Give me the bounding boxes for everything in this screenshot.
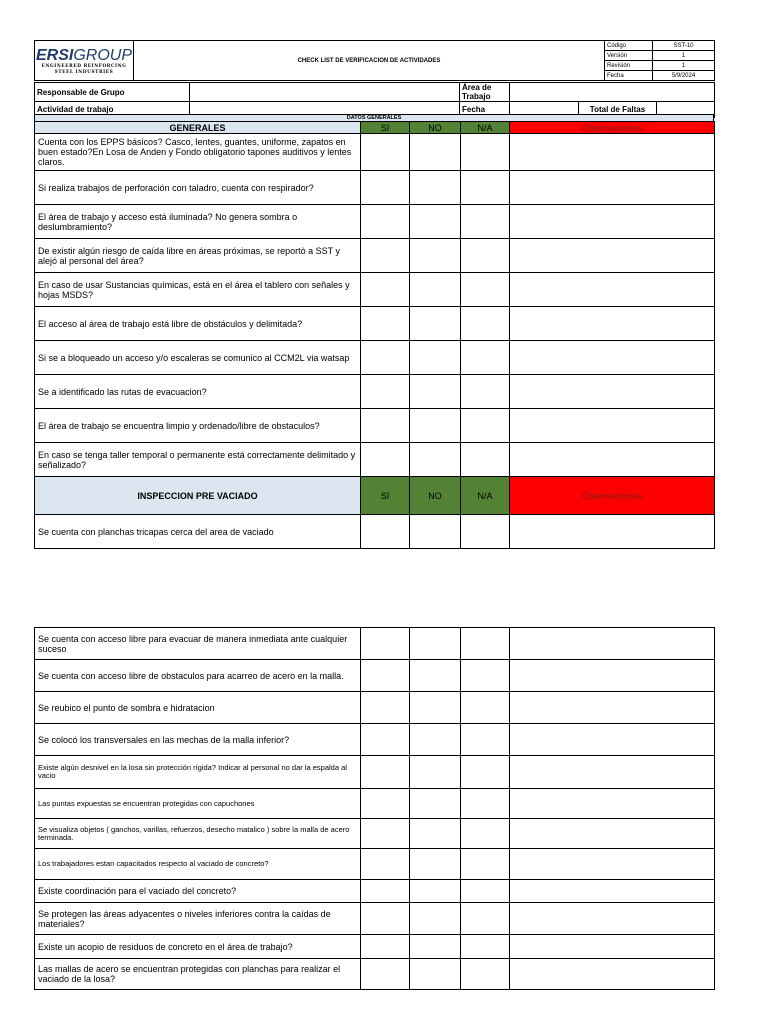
document-title: CHECK LIST DE VERIFICACION DE ACTIVIDADES <box>134 41 605 81</box>
si-cell[interactable] <box>361 959 410 990</box>
checklist-row <box>35 819 715 849</box>
observaciones-cell[interactable] <box>510 341 715 375</box>
si-cell[interactable] <box>361 660 410 692</box>
checklist-question: Se cuenta con planchas tricapas cerca del area de vaciado <box>35 515 361 549</box>
observaciones-cell[interactable] <box>510 375 715 409</box>
checklist-question: El acceso al área de trabajo está libre de obstáculos y delimitada? <box>35 307 361 341</box>
si-cell[interactable] <box>361 307 410 341</box>
checklist-row <box>35 134 715 171</box>
na-cell[interactable] <box>461 789 510 819</box>
checklist-row <box>35 628 715 660</box>
na-cell[interactable] <box>461 341 510 375</box>
checklist-question: El área de trabajo se encuentra limpio y ordenado/libre de obstaculos? <box>35 409 361 443</box>
si-cell[interactable] <box>361 341 410 375</box>
col-si: SI <box>361 477 410 515</box>
checklist-question: Se cuenta con acceso libre para evacuar de manera inmediata ante cualquier suceso <box>35 628 361 660</box>
no-cell[interactable] <box>410 409 461 443</box>
si-cell[interactable] <box>361 628 410 660</box>
observaciones-cell[interactable] <box>510 789 715 819</box>
na-cell[interactable] <box>461 903 510 935</box>
si-cell[interactable] <box>361 273 410 307</box>
no-cell[interactable] <box>410 959 461 990</box>
si-cell[interactable] <box>361 903 410 935</box>
na-cell[interactable] <box>461 628 510 660</box>
no-cell[interactable] <box>410 171 461 205</box>
checklist-question: De existir algún riesgo de caída libre en áreas próximas, se reportò a SST y alejó al personal del área? <box>35 239 361 273</box>
observaciones-cell[interactable] <box>510 205 715 239</box>
checklist-question: Los trabajadores estan capacitados respecto al vaciado de concreto? <box>35 849 361 880</box>
info-table <box>34 82 715 118</box>
observaciones-cell[interactable] <box>510 171 715 205</box>
na-cell[interactable] <box>461 205 510 239</box>
checklist-row <box>35 724 715 756</box>
observaciones-cell[interactable] <box>510 959 715 990</box>
checklist-page-1 <box>34 121 715 549</box>
meta-value: 1 <box>653 61 715 71</box>
no-cell[interactable] <box>410 660 461 692</box>
no-cell[interactable] <box>410 307 461 341</box>
observaciones-cell[interactable] <box>510 134 715 171</box>
generales-heading: GENERALES <box>35 122 361 134</box>
si-cell[interactable] <box>361 375 410 409</box>
si-cell[interactable] <box>361 789 410 819</box>
checklist-row <box>35 409 715 443</box>
fecha-label: Fecha <box>460 102 510 118</box>
si-cell[interactable] <box>361 724 410 756</box>
meta-label: Código <box>605 41 653 51</box>
checklist-question: Si realiza trabajos de perforación con taladro, cuenta con respirador? <box>35 171 361 205</box>
na-cell[interactable] <box>461 959 510 990</box>
no-cell[interactable] <box>410 375 461 409</box>
document-header <box>34 40 715 81</box>
na-cell[interactable] <box>461 849 510 880</box>
no-cell[interactable] <box>410 789 461 819</box>
si-cell[interactable] <box>361 443 410 477</box>
responsable-label: Responsable de Grupo <box>35 83 190 102</box>
checklist-question: En caso de usar Sustancias químicas, está en el área el tablero con señales y hojas MSDS? <box>35 273 361 307</box>
na-cell[interactable] <box>461 239 510 273</box>
no-cell[interactable] <box>410 903 461 935</box>
observaciones-cell[interactable] <box>510 903 715 935</box>
si-cell[interactable] <box>361 819 410 849</box>
col-no: NO <box>410 122 461 134</box>
no-cell[interactable] <box>410 692 461 724</box>
na-cell[interactable] <box>461 935 510 959</box>
si-cell[interactable] <box>361 692 410 724</box>
si-cell[interactable] <box>361 935 410 959</box>
checklist-question: El área de trabajo y acceso está iluminada? No genera sombra o deslumbramiento? <box>35 205 361 239</box>
no-cell[interactable] <box>410 341 461 375</box>
responsable-field[interactable] <box>190 83 460 102</box>
checklist-row <box>35 171 715 205</box>
checklist-row <box>35 515 715 549</box>
col-observaciones: Observaciones <box>510 122 715 134</box>
checklist-row <box>35 880 715 903</box>
na-cell[interactable] <box>461 660 510 692</box>
col-na: N/A <box>461 122 510 134</box>
checklist-row <box>35 903 715 935</box>
observaciones-cell[interactable] <box>510 756 715 789</box>
na-cell[interactable] <box>461 273 510 307</box>
na-cell[interactable] <box>461 819 510 849</box>
checklist-row <box>35 341 715 375</box>
si-cell[interactable] <box>361 134 410 171</box>
si-cell[interactable] <box>361 205 410 239</box>
meta-label: Versión <box>605 51 653 61</box>
checklist-question: Cuenta con los EPPS básicos? Casco, lentes, guantes, uniforme, zapatos en buen estado?En Losa de Anden y Fondo obligatorio tapones auditivos y lentes claros. <box>35 134 361 171</box>
no-cell[interactable] <box>410 239 461 273</box>
observaciones-cell[interactable] <box>510 692 715 724</box>
checklist-question: Existe un acopio de residuos de concreto en el área de trabajo? <box>35 935 361 959</box>
checklist-question: Las puntas expuestas se encuentran protegidas con capuchones <box>35 789 361 819</box>
observaciones-cell[interactable] <box>510 880 715 903</box>
no-cell[interactable] <box>410 756 461 789</box>
no-cell[interactable] <box>410 880 461 903</box>
si-cell[interactable] <box>361 756 410 789</box>
si-cell[interactable] <box>361 171 410 205</box>
checklist-page-2 <box>34 627 715 990</box>
checklist-row <box>35 789 715 819</box>
observaciones-cell[interactable] <box>510 273 715 307</box>
checklist-question: Se colocó los transversales en las mechas de la malla inferior? <box>35 724 361 756</box>
na-cell[interactable] <box>461 756 510 789</box>
no-cell[interactable] <box>410 273 461 307</box>
area-field[interactable] <box>510 83 715 102</box>
observaciones-cell[interactable] <box>510 660 715 692</box>
col-si: SI <box>361 122 410 134</box>
checklist-row <box>35 692 715 724</box>
meta-value: SST-10 <box>653 41 715 51</box>
no-cell[interactable] <box>410 515 461 549</box>
checklist-question: Se protegen las áreas adyacentes o niveles inferiores contra la caídas de materiales? <box>35 903 361 935</box>
checklist-row <box>35 756 715 789</box>
col-na: N/A <box>461 477 510 515</box>
observaciones-cell[interactable] <box>510 724 715 756</box>
total-faltas-label: Total de Faltas <box>579 102 657 118</box>
na-cell[interactable] <box>461 409 510 443</box>
checklist-row <box>35 959 715 990</box>
no-cell[interactable] <box>410 443 461 477</box>
si-cell[interactable] <box>361 515 410 549</box>
no-cell[interactable] <box>410 724 461 756</box>
checklist-question: En caso se tenga taller temporal o permanente está correctamente delimitado y señalizado? <box>35 443 361 477</box>
meta-value: 5/9/2024 <box>653 71 715 81</box>
checklist-question: Se visualiza objetos ( ganchos, varillas, refuerzos, desecho matalico ) sobre la malla de acero terminada. <box>35 819 361 849</box>
observaciones-cell[interactable] <box>510 239 715 273</box>
datos-generales-heading: DATOS GENERALES <box>34 114 714 121</box>
checklist-row <box>35 443 715 477</box>
na-cell[interactable] <box>461 375 510 409</box>
observaciones-cell[interactable] <box>510 515 715 549</box>
checklist-row <box>35 273 715 307</box>
no-cell[interactable] <box>410 205 461 239</box>
na-cell[interactable] <box>461 171 510 205</box>
observaciones-cell[interactable] <box>510 409 715 443</box>
na-cell[interactable] <box>461 515 510 549</box>
col-no: NO <box>410 477 461 515</box>
si-cell[interactable] <box>361 880 410 903</box>
meta-label: Revisión <box>605 61 653 71</box>
checklist-question: Se a identificado las rutas de evacuacion? <box>35 375 361 409</box>
si-cell[interactable] <box>361 849 410 880</box>
checklist-row <box>35 375 715 409</box>
na-cell[interactable] <box>461 724 510 756</box>
observaciones-cell[interactable] <box>510 849 715 880</box>
checklist-row <box>35 849 715 880</box>
checklist-question: Si se a bloqueado un acceso y/o escaleras se comunico al CCM2L via watsap <box>35 341 361 375</box>
checklist-row <box>35 660 715 692</box>
checklist-row <box>35 935 715 959</box>
na-cell[interactable] <box>461 443 510 477</box>
no-cell[interactable] <box>410 628 461 660</box>
checklist-question: Existe algún desnivel en la losa sin protección rígida? Indicar al personal no dar la espalda al vacio <box>35 756 361 789</box>
na-cell[interactable] <box>461 692 510 724</box>
observaciones-cell[interactable] <box>510 819 715 849</box>
no-cell[interactable] <box>410 134 461 171</box>
checklist-question: Se reubico el punto de sombra e hidratacion <box>35 692 361 724</box>
checklist-question: Existe coordinación para el vaciado del concreto? <box>35 880 361 903</box>
observaciones-cell[interactable] <box>510 307 715 341</box>
area-label: Área de Trabajo <box>460 83 510 102</box>
checklist-question: Las mallas de acero se encuentran protegidas con planchas para realizar el vaciado de la losa? <box>35 959 361 990</box>
na-cell[interactable] <box>461 134 510 171</box>
si-cell[interactable] <box>361 409 410 443</box>
na-cell[interactable] <box>461 880 510 903</box>
checklist-row <box>35 239 715 273</box>
no-cell[interactable] <box>410 849 461 880</box>
na-cell[interactable] <box>461 307 510 341</box>
pre-vaciado-heading: INSPECCION PRE VACIADO <box>35 477 361 515</box>
si-cell[interactable] <box>361 239 410 273</box>
meta-value: 1 <box>653 51 715 61</box>
checklist-row <box>35 205 715 239</box>
observaciones-cell[interactable] <box>510 443 715 477</box>
no-cell[interactable] <box>410 819 461 849</box>
meta-label: Fecha <box>605 71 653 81</box>
col-observaciones: Observaciones <box>510 477 715 515</box>
no-cell[interactable] <box>410 935 461 959</box>
observaciones-cell[interactable] <box>510 628 715 660</box>
company-logo: ERSIGROUP ENGINEERED REINFORCING STEEL INDUSTRIES <box>35 41 134 81</box>
checklist-question: Se cuenta con acceso libre de obstaculos para acarreo de acero en la malla. <box>35 660 361 692</box>
actividad-label: Actividad de trabajo <box>35 102 190 118</box>
observaciones-cell[interactable] <box>510 935 715 959</box>
checklist-row <box>35 307 715 341</box>
